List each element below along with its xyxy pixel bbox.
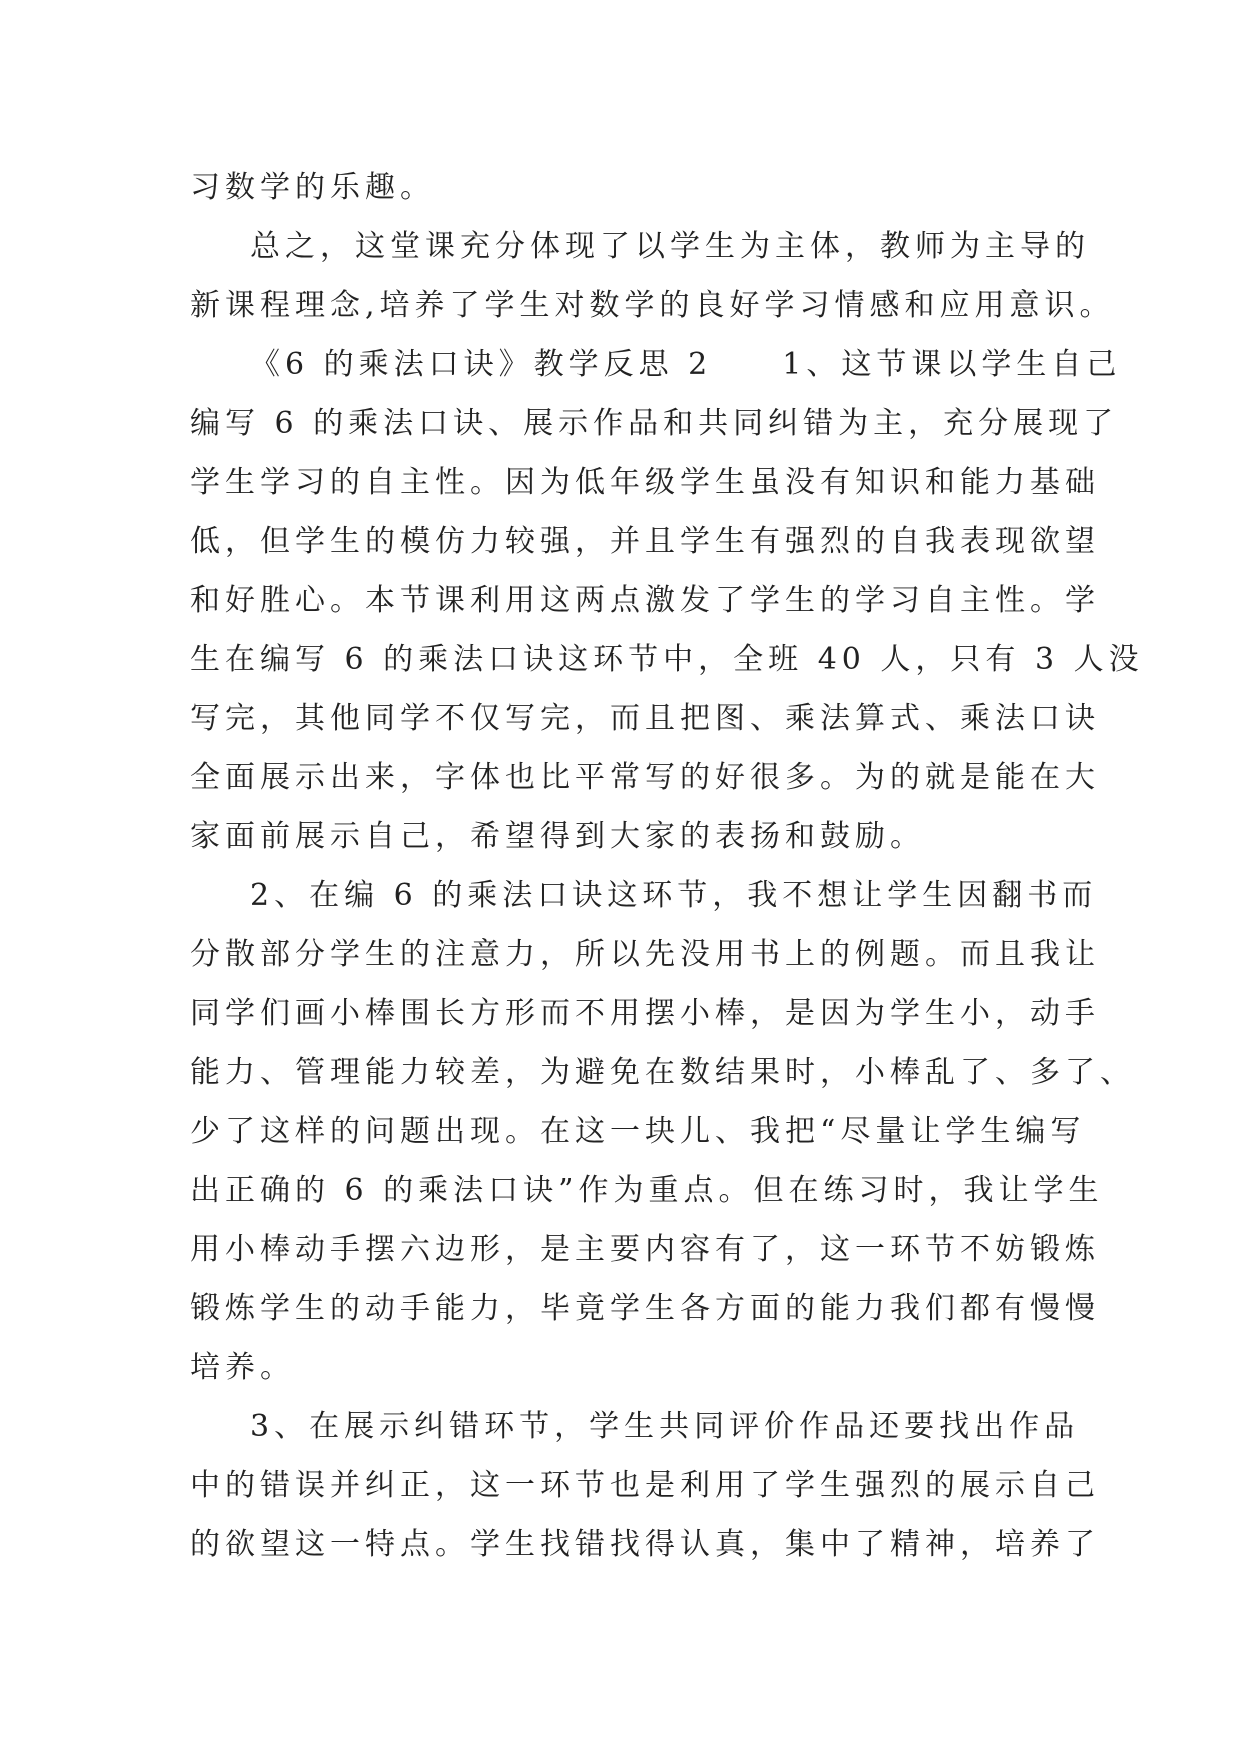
text-line: 出正确的 6 的乘法口诀”作为重点。但在练习时，我让学生 <box>190 1173 1104 1208</box>
paragraph-start-line: 2、在编 6 的乘法口诀这环节，我不想让学生因翻书而 <box>250 878 1098 913</box>
text-line: 习数学的乐趣。 <box>190 170 435 205</box>
text-line: 家面前展示自己，希望得到大家的表扬和鼓励。 <box>190 819 925 854</box>
paragraph-start-line: 3、在展示纠错环节，学生共同评价作品还要找出作品 <box>250 1409 1080 1444</box>
text-line: 写完，其他同学不仅写完，而且把图、乘法算式、乘法口诀 <box>190 701 1100 736</box>
text-line: 分散部分学生的注意力，所以先没用书上的例题。而且我让 <box>190 937 1100 972</box>
text-line: 的欲望这一特点。学生找错找得认真，集中了精神，培养了 <box>190 1527 1100 1562</box>
text-line: 和好胜心。本节课利用这两点激发了学生的学习自主性。学 <box>190 583 1100 618</box>
text-line: 生在编写 6 的乘法口诀这环节中，全班 40 人，只有 3 人没 <box>190 642 1144 677</box>
text-line: 低，但学生的模仿力较强，并且学生有强烈的自我表现欲望 <box>190 524 1100 559</box>
text-line: 用小棒动手摆六边形，是主要内容有了，这一环节不妨锻炼 <box>190 1232 1100 1267</box>
paragraph-start-line: 总之，这堂课充分体现了以学生为主体，教师为主导的 <box>250 229 1090 264</box>
text-line: 同学们画小棒围长方形而不用摆小棒，是因为学生小，动手 <box>190 996 1100 1031</box>
text-line: 培养。 <box>190 1350 295 1385</box>
section-title-line: 《6 的乘法口诀》教学反思 2 1、这节课以学生自己 <box>250 347 1122 382</box>
text-line: 中的错误并纠正，这一环节也是利用了学生强烈的展示自己 <box>190 1468 1100 1503</box>
document-body <box>190 158 1144 1574</box>
text-line: 锻炼学生的动手能力，毕竟学生各方面的能力我们都有慢慢 <box>190 1291 1100 1326</box>
text-line: 全面展示出来，字体也比平常写的好很多。为的就是能在大 <box>190 760 1100 795</box>
text-line: 能力、管理能力较差，为避免在数结果时，小棒乱了、多了、 <box>190 1055 1135 1090</box>
text-line: 新课程理念,培养了学生对数学的良好学习情感和应用意识。 <box>190 288 1115 323</box>
text-line: 学生学习的自主性。因为低年级学生虽没有知识和能力基础 <box>190 465 1100 500</box>
text-line: 编写 6 的乘法口诀、展示作品和共同纠错为主，充分展现了 <box>190 406 1119 441</box>
text-line: 少了这样的问题出现。在这一块儿、我把“尽量让学生编写 <box>190 1114 1086 1149</box>
